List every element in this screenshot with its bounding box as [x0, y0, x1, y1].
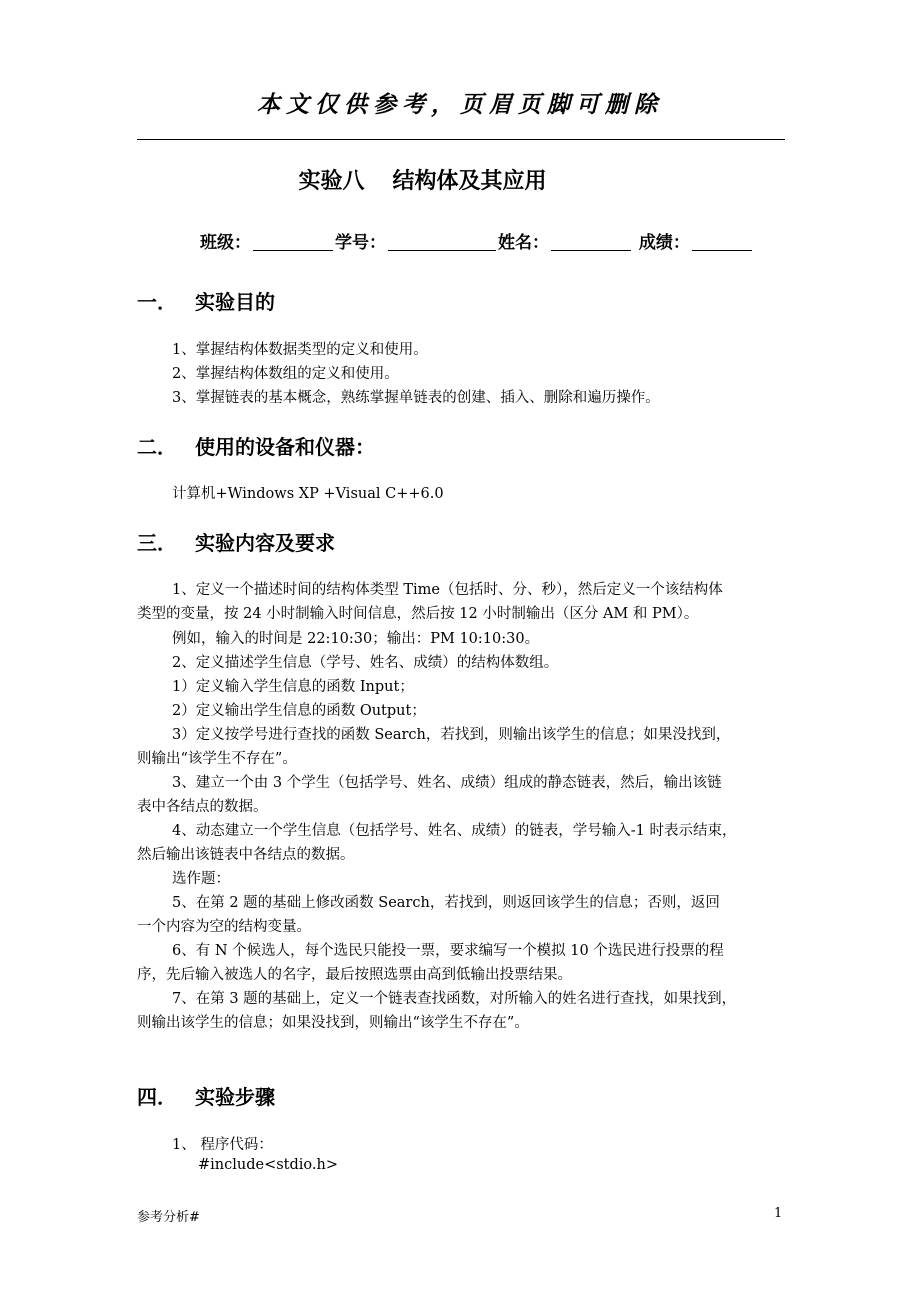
content-line: 2、定义描述学生信息（学号、姓名、成绩）的结构体数组。 [172, 655, 559, 671]
content-line: 7、在第 3 题的基础上，定义一个链表查找函数，对所输入的姓名进行查找，如果找到， [172, 991, 737, 1007]
id-blank [388, 233, 496, 251]
content-line: 然后输出该链表中各结点的数据。 [137, 847, 355, 863]
goal-item: 3、掌握链表的基本概念，熟练掌握单链表的创建、插入、删除和遍历操作。 [172, 390, 660, 406]
content-line: 例如，输入的时间是 22:10:30；输出：PM 10:10:30。 [172, 631, 540, 647]
section-heading-3: 三． 实验内容及要求 [137, 531, 335, 555]
footer-left: 参考分析# [137, 1210, 200, 1225]
section-heading-1: 一． 实验目的 [137, 290, 275, 314]
score-label: 成绩： [638, 233, 690, 253]
title-part1: 实验八 [298, 169, 365, 194]
content-line: 表中各结点的数据。 [137, 799, 268, 815]
equipment-text: 计算机+Windows XP +Visual C++6.0 [172, 486, 444, 502]
content-line: 序，先后输入被选人的名字，最后按照选票由高到低输出投票结果。 [137, 967, 572, 983]
content-line: 1、定义一个描述时间的结构体类型 Time（包括时、分、秒），然后定义一个该结构体 [172, 582, 723, 598]
header-note: 本文仅供参考，页眉页脚可删除 [257, 92, 663, 118]
content-line: 1）定义输入学生信息的函数 Input； [172, 679, 414, 695]
name-blank [551, 233, 631, 251]
content-line: 5、在第 2 题的基础上修改函数 Search，若找到，则返回该学生的信息；否则，返回 [172, 895, 720, 911]
steps-item: 1、 程序代码： [172, 1137, 273, 1153]
content-line: 3、建立一个由 3 个学生（包括学号、姓名、成绩）组成的静态链表，然后，输出该链 [172, 775, 722, 791]
content-line: 4、动态建立一个学生信息（包括学号、姓名、成绩）的链表，学号输入-1 时表示结束， [172, 823, 737, 839]
content-line: 则输出该学生的信息；如果没找到，则输出“该学生不存在”。 [137, 1015, 529, 1031]
id-label: 学号： [335, 233, 386, 253]
score-blank [692, 233, 752, 251]
content-line: 则输出“该学生不存在”。 [137, 751, 297, 767]
student-info-line [200, 228, 754, 253]
section-heading-2: 二． 使用的设备和仪器： [137, 435, 375, 459]
page-title [0, 164, 845, 195]
goal-item: 1、掌握结构体数据类型的定义和使用。 [172, 342, 428, 358]
section-heading-4: 四． 实验步骤 [137, 1085, 275, 1109]
content-line: 3）定义按学号进行查找的函数 Search，若找到，则输出该学生的信息；如果没找到， [172, 727, 731, 743]
class-label: 班级： [200, 233, 251, 253]
name-label: 姓名： [498, 233, 549, 253]
content-line: 一个内容为空的结构变量。 [137, 919, 311, 935]
page-number: 1 [774, 1206, 783, 1221]
code-line: #include<stdio.h> [198, 1157, 338, 1173]
content-line: 6、有 N 个候选人，每个选民只能投一票，要求编写一个模拟 10 个选民进行投票的程 [172, 943, 724, 959]
content-line: 2）定义输出学生信息的函数 Output； [172, 703, 426, 719]
header-rule [137, 139, 785, 140]
title-part2: 结构体及其应用 [392, 169, 547, 194]
class-blank [253, 233, 333, 251]
content-line: 选作题： [172, 871, 230, 887]
goal-item: 2、掌握结构体数组的定义和使用。 [172, 366, 399, 382]
content-line: 类型的变量，按 24 小时制输入时间信息，然后按 12 小时制输出（区分 AM 和 PM）。 [137, 606, 699, 622]
